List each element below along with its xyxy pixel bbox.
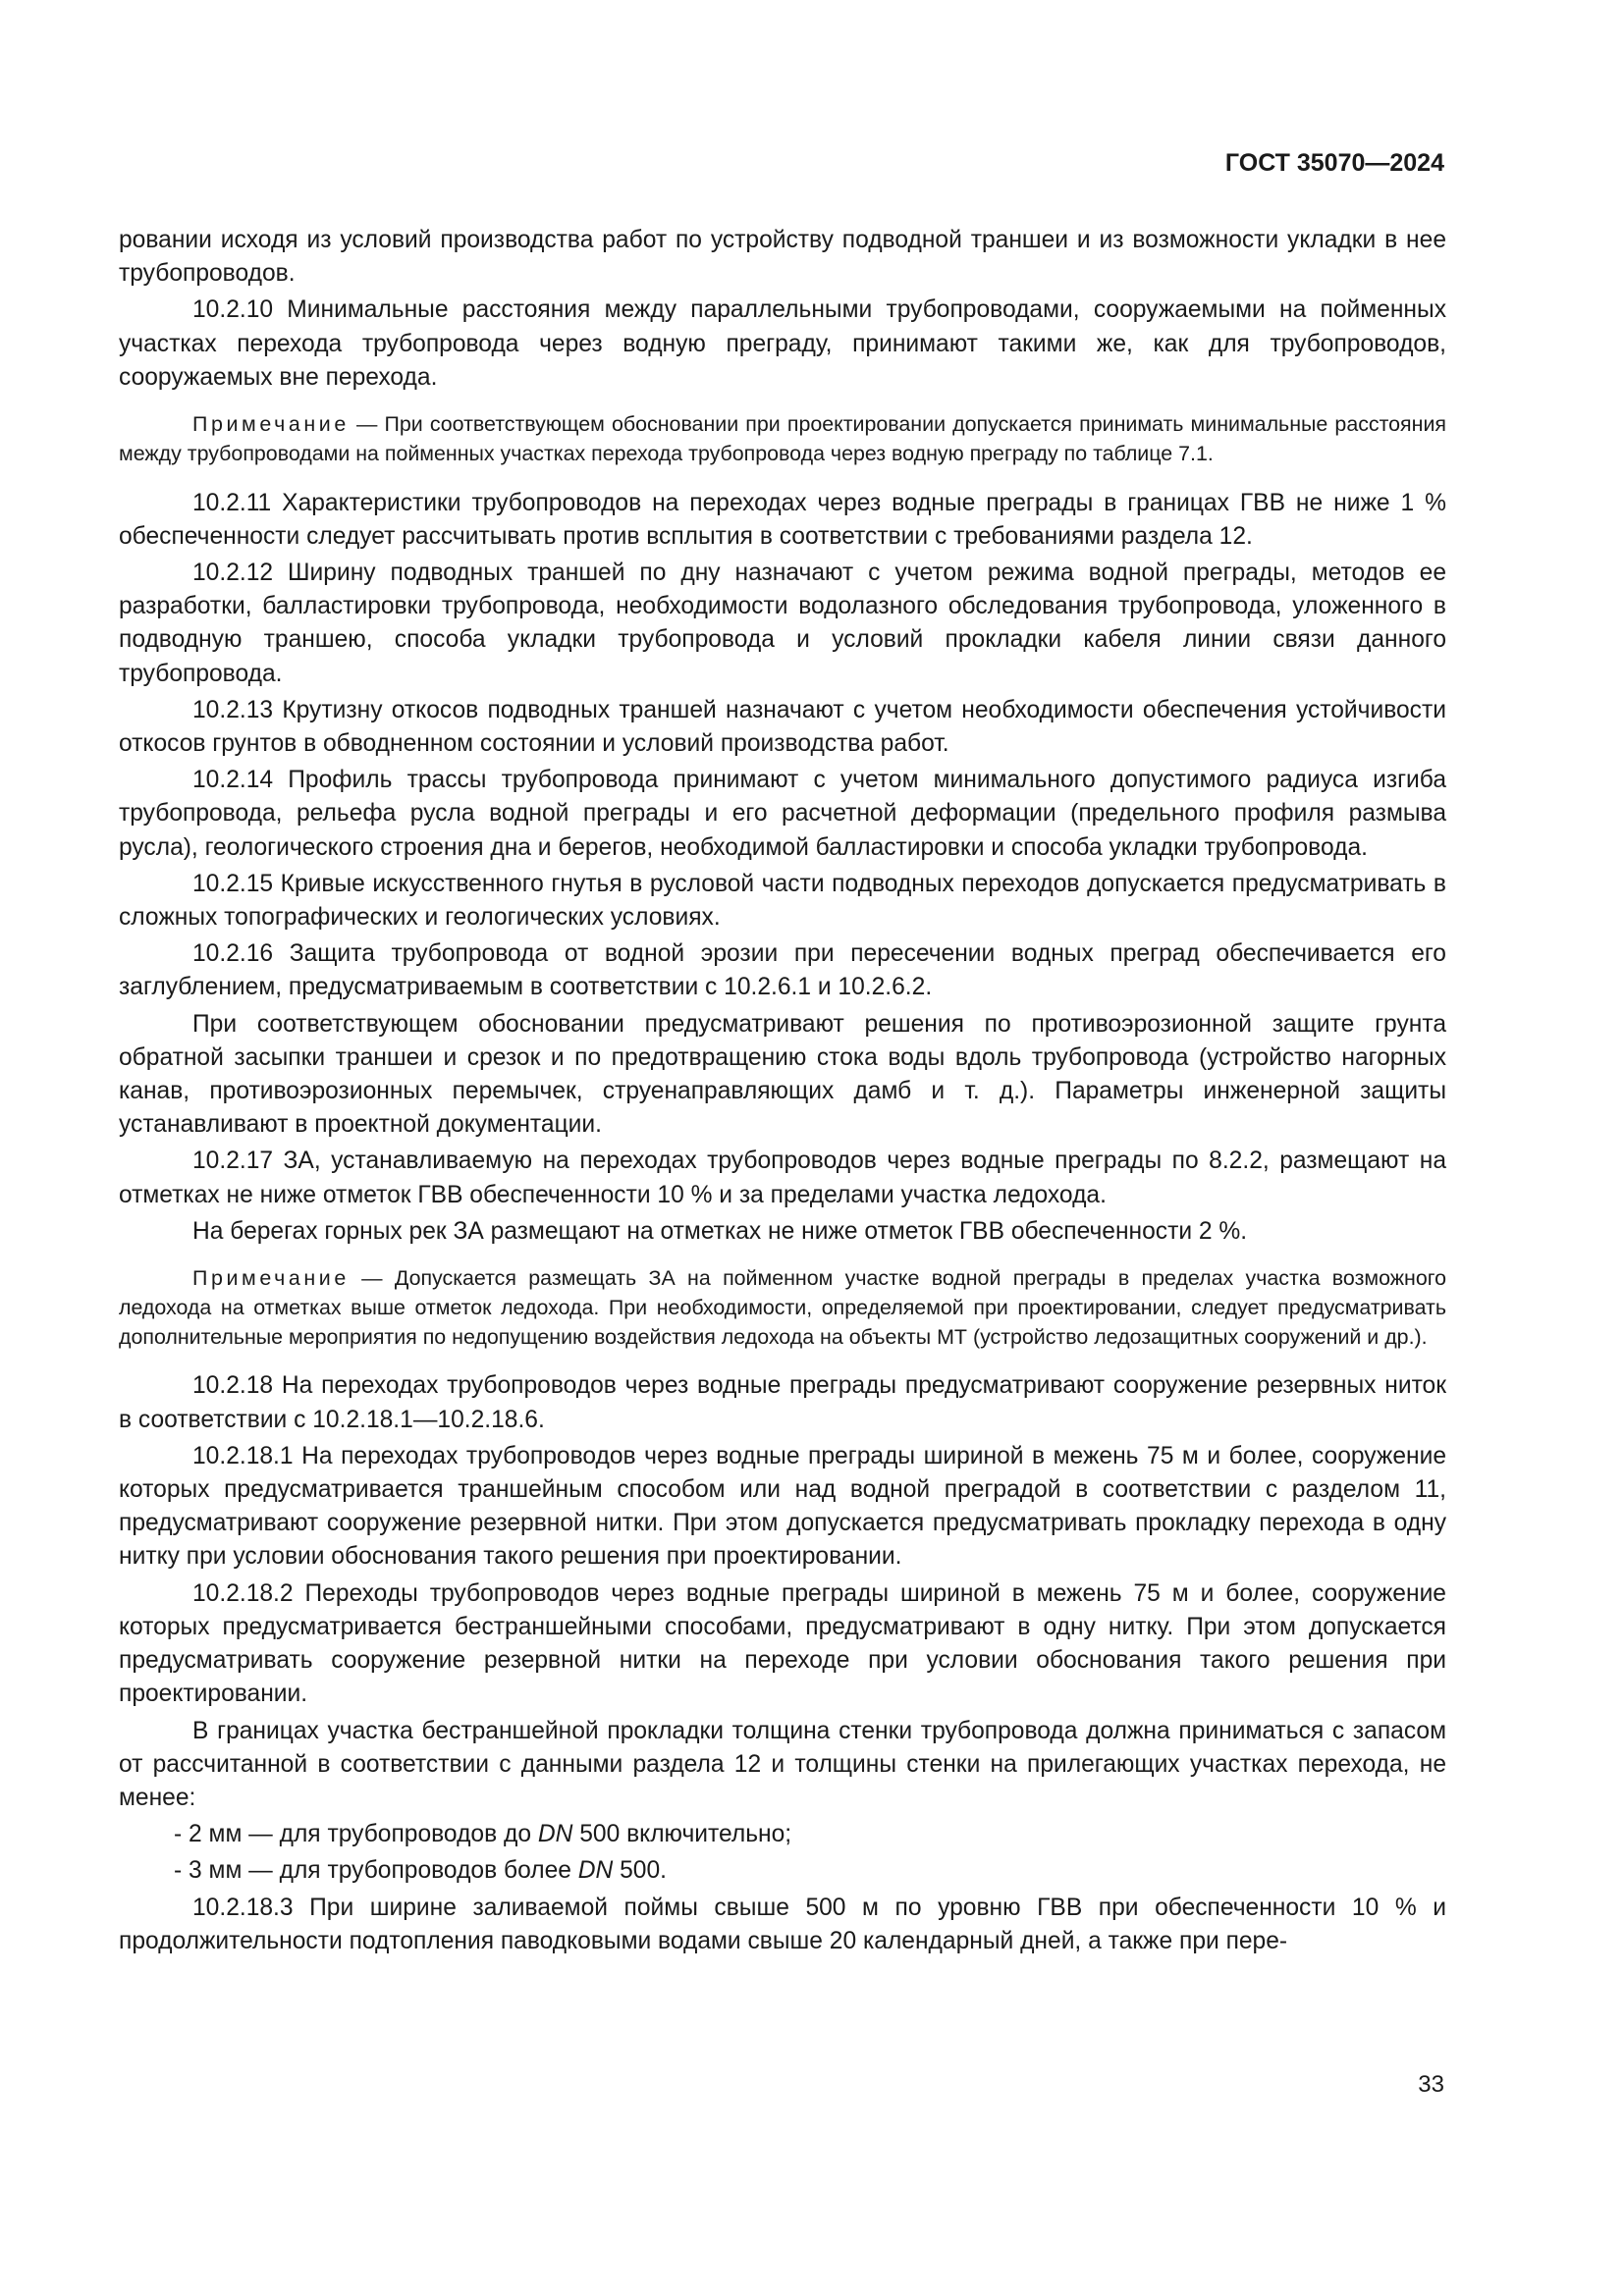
list-item-text: 500 включительно;	[572, 1821, 792, 1848]
paragraph-10-2-17: 10.2.17 ЗА, устанавливаемую на переходах трубопроводов через водные преграды по 8.2.2, размещают на отметках не ниже отметок ГВВ обеспеченности 10 % и за пределами участка ледохода.	[119, 1148, 1446, 1208]
page-number: 33	[1418, 2071, 1444, 2098]
paragraph-10-2-10: 10.2.10 Минимальные расстояния между параллельными трубопроводами, сооружаемыми на пойменных участках перехода трубопровода через водную преграду, принимают такими же, как для трубопроводов, сооружаемых вне перехода.	[119, 296, 1446, 391]
paragraph-10-2-18-3: 10.2.18.3 При ширине заливаемой поймы свыше 500 м по уровню ГВВ при обеспеченности 10 % и продолжительности подтопления паводковыми водами свыше 20 календарный дней, а также при пере-	[119, 1894, 1446, 1954]
list-item-text: 500.	[613, 1857, 667, 1885]
note-1	[119, 410, 1446, 469]
paragraph-10-2-18-1: 10.2.18.1 На переходах трубопроводов через водные преграды шириной в межень 75 м и более, сооружение которых предусматривается траншейным способом или над водной преградой в соответствии с разделом 11, предусматривают сооружение резервной нитки. При этом допускается предусматривать прокладку перехода в одну нитку при условии обоснования такого решения при проектировании.	[119, 1442, 1446, 1571]
list-item	[119, 1854, 1446, 1888]
paragraph-10-2-13: 10.2.13 Крутизну откосов подводных траншей назначают с учетом необходимости обеспечения устойчивости откосов грунтов в обводненном состоянии и условий производства работ.	[119, 696, 1446, 758]
paragraph-erosion-protection: При соответствующем обосновании предусматривают решения по противоэрозионной защите грунта обратной засыпки траншеи и срезок и по предотвращению стока воды вдоль трубопровода (устройство нагорных канав, противоэрозионных перемычек, струенаправляющих дамб и т. д.). Параметры инженерной защиты устанавливают в проектной документации.	[119, 1010, 1446, 1139]
paragraph-10-2-18: 10.2.18 На переходах трубопроводов через водные преграды предусматривают сооружение резервных ниток в соответствии с 10.2.18.1—10.2.18.6.	[119, 1372, 1446, 1433]
list-item-text: - 3 мм — для трубопроводов более	[174, 1857, 578, 1885]
paragraph-10-2-16: 10.2.16 Защита трубопровода от водной эрозии при пересечении водных преград обеспечивается его заглублением, предусматриваемым в соответствии с 10.2.6.1 и 10.2.6.2.	[119, 940, 1446, 1001]
list-item-dn: DN	[577, 1857, 614, 1885]
paragraph-mountain-rivers: На берегах горных рек ЗА размещают на отметках не ниже отметок ГВВ обеспеченности 2 %.	[192, 1217, 1248, 1245]
paragraph-continuation: ровании исходя из условий производства работ по устройству подводной траншеи и из возможности укладки в нее трубопроводов.	[119, 227, 1446, 288]
note-text: — При соответствующем обосновании при проектировании допускается принимать минимальные расстояния между трубопроводами на пойменных участках перехода трубопровода через водную преграду по таблице 7.1.	[119, 412, 1446, 465]
list-item-dn: DN	[537, 1821, 573, 1848]
list-item-text: - 2 мм — для трубопроводов до	[174, 1821, 538, 1848]
list-item	[119, 1818, 1446, 1851]
note-text: — Допускается размещать ЗА на пойменном участке водной преграды в пределах участка возможного ледохода на отметках выше отметок ледохода. При необходимости, определяемой при проектировании, следует предусматривать дополнительные мероприятия по недопущению воздействия ледохода на объекты МТ (устройство ледозащитных сооружений и др.).	[119, 1266, 1446, 1349]
note-label: Примечание	[192, 1266, 350, 1291]
note-label: Примечание	[192, 412, 350, 437]
paragraph-wall-thickness: В границах участка бестраншейной прокладки толщина стенки трубопровода должна приниматься с запасом от рассчитанной в соответствии с данными раздела 12 и толщины стенки на прилегающих участках перехода, не менее:	[119, 1717, 1446, 1811]
paragraph-10-2-12: 10.2.12 Ширину подводных траншей по дну назначают с учетом режима водной преграды, методов ее разработки, балластировки трубопровода, необходимости водолазного обследования трубопровода, уложенного в подводную траншею, способа укладки трубопровода и условий прокладки кабеля линии связи данного трубопровода.	[119, 560, 1446, 687]
document-code: ГОСТ 35070—2024	[1224, 149, 1444, 177]
paragraph-10-2-11: 10.2.11 Характеристики трубопроводов на переходах через водные преграды в границах ГВВ не ниже 1 % обеспеченности следует рассчитывать против всплытия в соответствии с требованиями раздела 12.	[119, 489, 1446, 550]
paragraph-10-2-14: 10.2.14 Профиль трассы трубопровода принимают с учетом минимального допустимого радиуса изгиба трубопровода, рельефа русла водной преграды и его расчетной деформации (предельного профиля размыва русла), геологического строения дна и берегов, необходимой балластировки и способа укладки трубопровода.	[119, 767, 1446, 861]
paragraph-10-2-15: 10.2.15 Кривые искусственного гнутья в русловой части подводных переходов допускается предусматривать в сложных топографических и геологических условиях.	[119, 870, 1446, 932]
page-body	[119, 224, 1446, 1958]
note-2	[119, 1264, 1446, 1352]
paragraph-10-2-18-2: 10.2.18.2 Переходы трубопроводов через водные преграды шириной в межень 75 м и более, сооружение которых предусматривается бестраншейными способами, предусматривают в одну нитку. При этом допускается предусматривать сооружение резервной нитки на переходе при условии обоснования такого решения при проектировании.	[119, 1579, 1446, 1708]
